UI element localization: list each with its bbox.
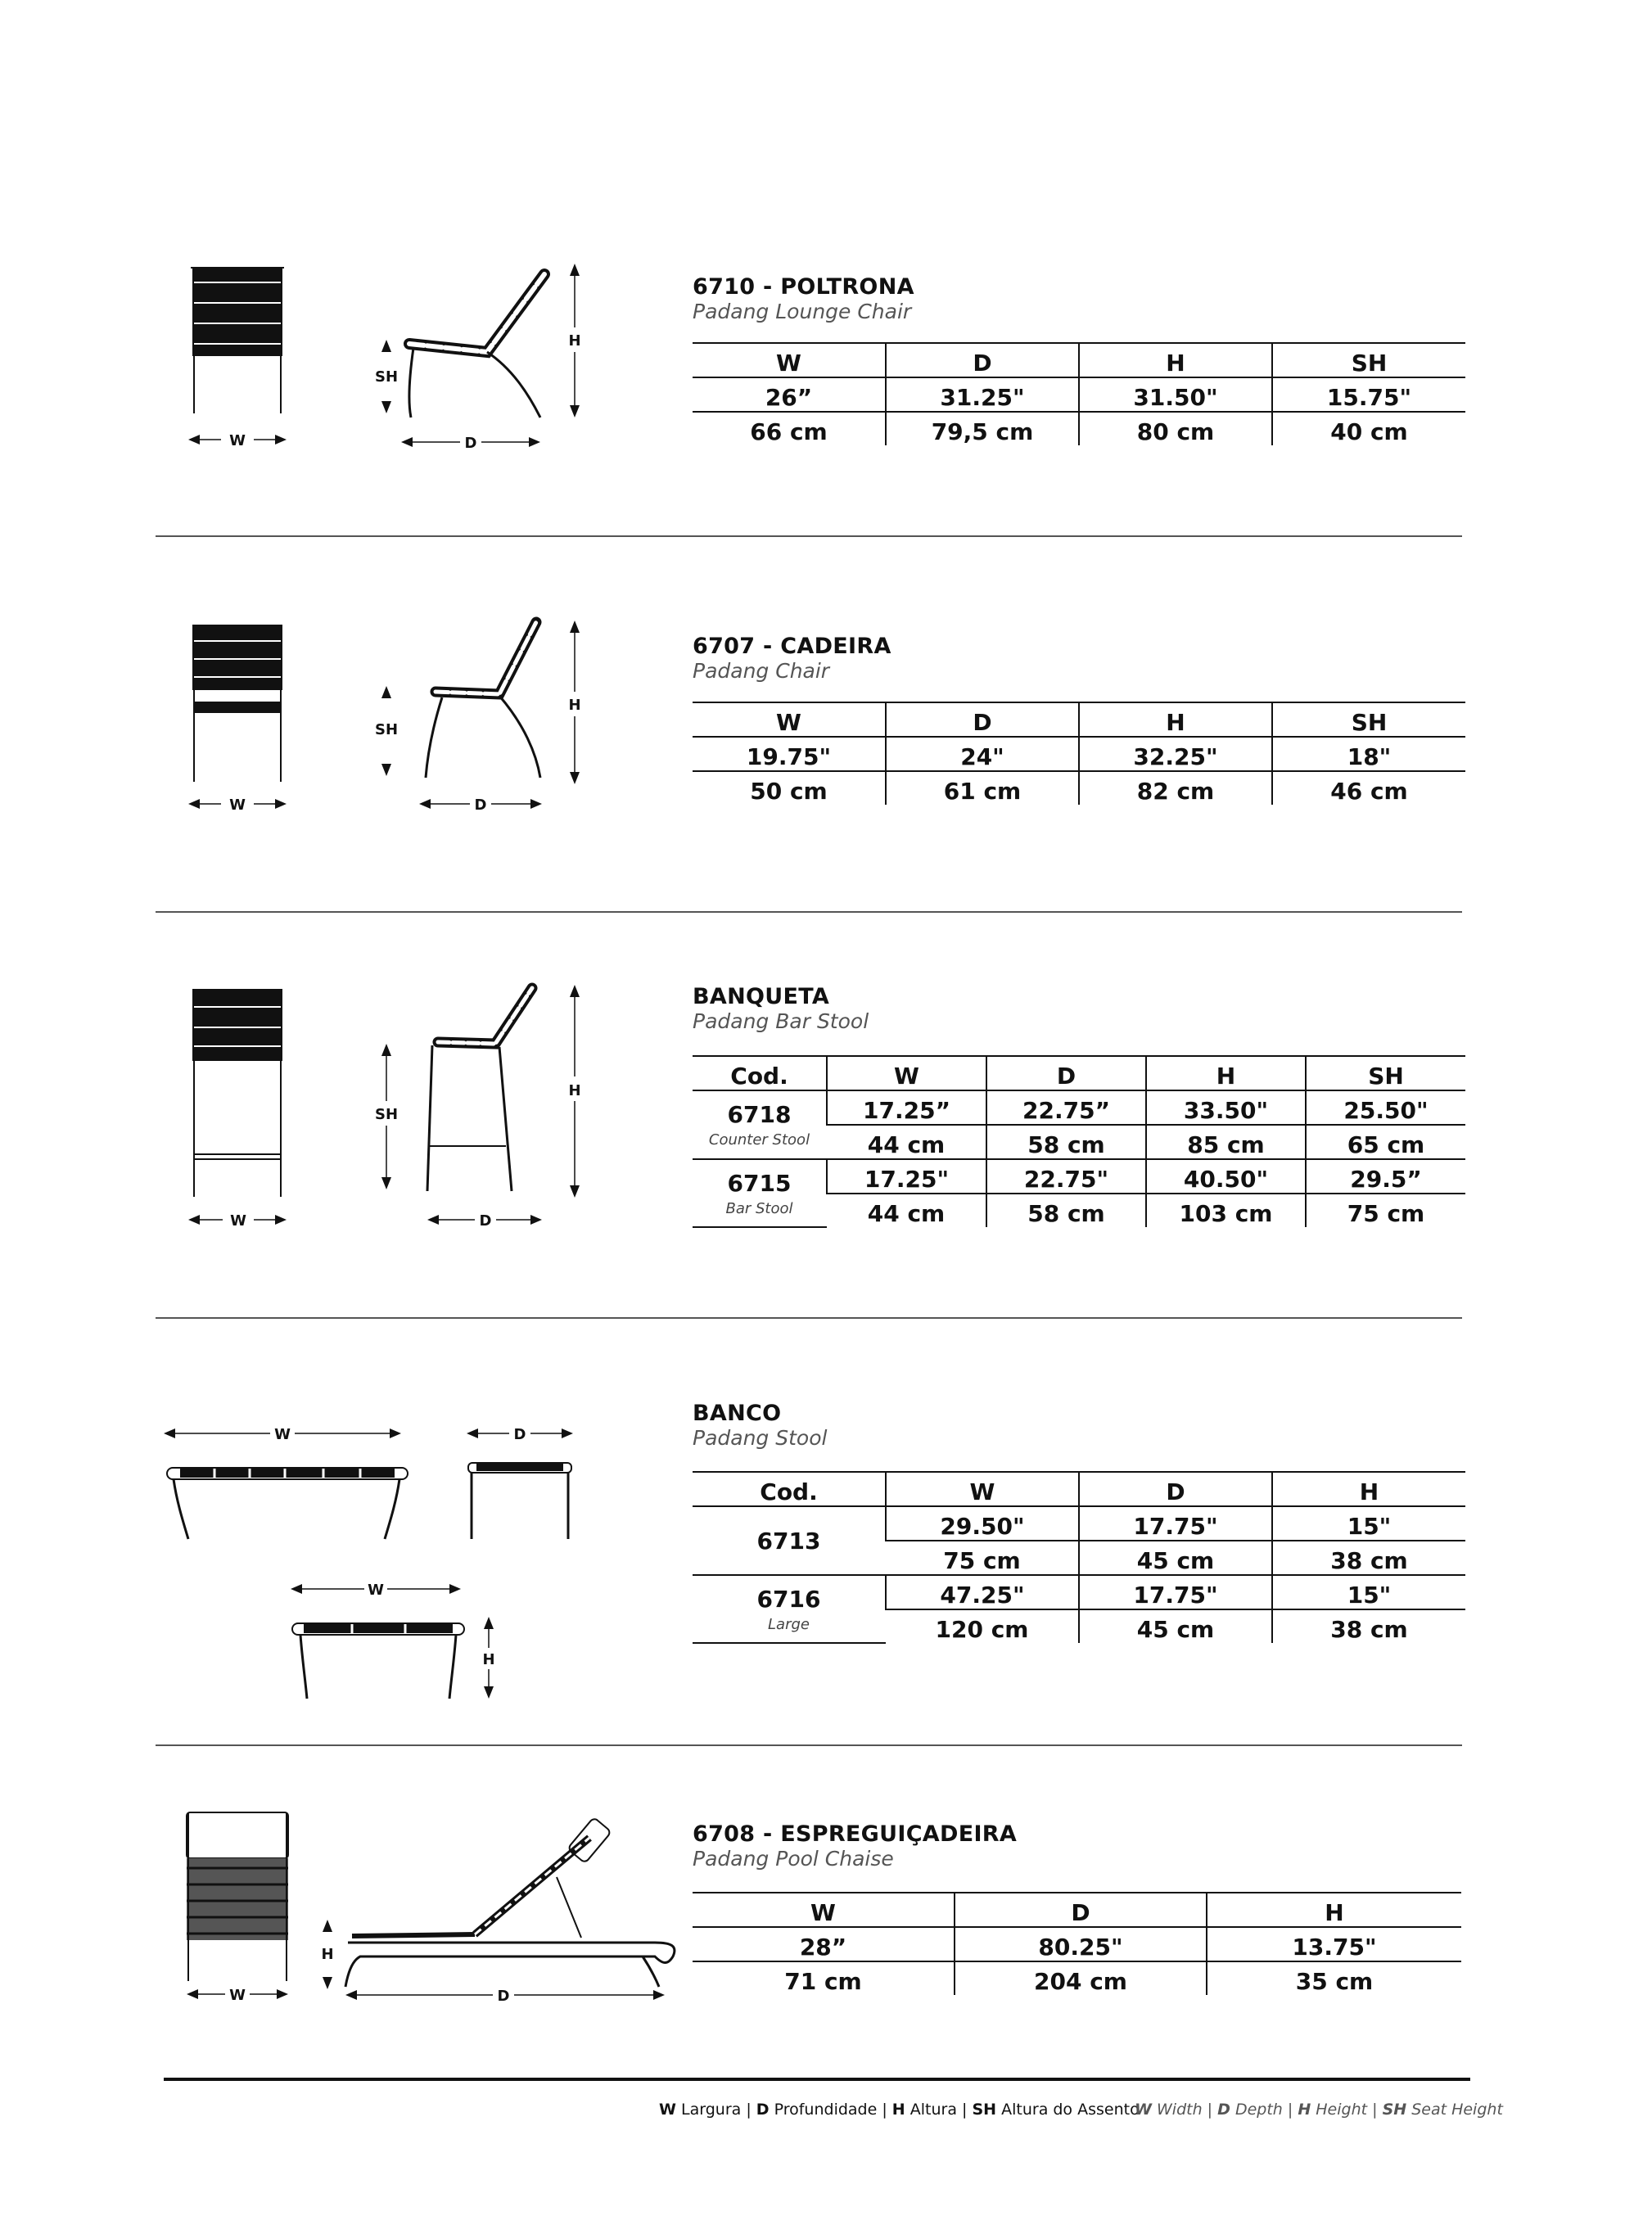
depth-label: D	[497, 1988, 510, 2005]
cell-inches: 28”	[693, 1927, 955, 1961]
col-header-cod: Cod.	[693, 1056, 827, 1090]
legend-value: Seat Height	[1411, 2101, 1503, 2119]
width-label: W	[274, 1426, 291, 1443]
legend-key: H	[1298, 2101, 1311, 2119]
legend-value: Altura do Assento	[1001, 2101, 1140, 2119]
cell-cm: 79,5 cm	[886, 412, 1079, 445]
cell-inches: 15.75"	[1272, 377, 1465, 412]
section-divider	[156, 535, 1462, 537]
product-code-cell	[693, 1575, 886, 1643]
spec-table	[693, 1892, 1461, 1995]
cell-inches: 15"	[1272, 1575, 1465, 1609]
cell-cm: 103 cm	[1146, 1194, 1306, 1227]
cell-cm: 66 cm	[750, 418, 828, 445]
col-header-h: H	[1079, 343, 1272, 377]
cell-cm: 65 cm	[1306, 1125, 1465, 1159]
cadeira-front-drawing	[164, 618, 311, 823]
cell-inches: 26”	[693, 377, 886, 412]
banco-front-drawing	[156, 1420, 426, 1551]
product-code: 6715	[727, 1169, 792, 1197]
spec-table	[693, 702, 1465, 805]
product-variant-note: Counter Stool	[708, 1131, 810, 1149]
col-header-d: D	[955, 1893, 1207, 1927]
width-label: W	[368, 1582, 384, 1599]
banqueta-side-drawing	[368, 978, 598, 1240]
col-header-sh: SH	[1272, 343, 1465, 377]
depth-label: D	[479, 1212, 492, 1230]
legend-value: Depth	[1234, 2101, 1283, 2119]
cell-inches: 13.75"	[1207, 1927, 1461, 1961]
cell-inches: 31.50"	[1079, 377, 1272, 412]
legend-portuguese: W Largura | D Profundidade | H Altura | SH Altura do Assento	[659, 2101, 1140, 2119]
cell-cm: 45 cm	[1079, 1541, 1272, 1575]
cell-cm: 71 cm	[784, 1968, 862, 1995]
cell-cm: 46 cm	[1272, 771, 1465, 805]
legend-value: Altura	[910, 2101, 957, 2119]
legend-value: Height	[1316, 2101, 1368, 2119]
cell-cm: 38 cm	[1272, 1541, 1465, 1575]
legend-key: W	[659, 2101, 676, 2119]
col-header-sh: SH	[1306, 1056, 1465, 1090]
col-header-d: D	[1079, 1472, 1272, 1506]
cell-inches: 80.25"	[955, 1927, 1207, 1961]
legend-english: W Width | D Depth | H Height | SH Seat Height	[1135, 2101, 1503, 2119]
cell-inches: 17.75"	[1079, 1506, 1272, 1541]
width-label: W	[230, 1212, 246, 1230]
cell-cm: 75 cm	[886, 1541, 1079, 1575]
col-header-d: D	[886, 343, 1079, 377]
cell-cm: 120 cm	[935, 1616, 1029, 1643]
product-code-cell	[693, 1159, 827, 1227]
banco-top-drawing	[282, 1576, 520, 1715]
cell-cm: 61 cm	[886, 771, 1079, 805]
cell-inches: 31.25"	[886, 377, 1079, 412]
cell-inches: 47.25"	[886, 1575, 1079, 1609]
col-header-w: W	[693, 702, 886, 737]
cell-inches: 25.50"	[1306, 1090, 1465, 1125]
spec-table	[693, 342, 1465, 445]
cell-cm: 44 cm	[867, 1200, 946, 1227]
width-label: W	[229, 432, 246, 449]
cell-inches: 17.25"	[827, 1159, 986, 1194]
height-label: H	[568, 332, 581, 350]
cell-cm: 80 cm	[1079, 412, 1272, 445]
spec-table	[693, 1471, 1465, 1644]
cell-inches: 33.50"	[1146, 1090, 1306, 1125]
cell-inches: 15"	[1272, 1506, 1465, 1541]
cell-inches: 40.50"	[1146, 1159, 1306, 1194]
cadeira-side-drawing	[368, 614, 598, 819]
height-label: H	[568, 697, 581, 714]
legend-key: SH	[972, 2101, 997, 2119]
legend-key: D	[756, 2101, 770, 2119]
col-header-w: W	[886, 1472, 1079, 1506]
product-subtitle: Padang Chair	[693, 659, 830, 683]
col-header-cod: Cod.	[693, 1472, 886, 1506]
legend-key: W	[1135, 2101, 1152, 2119]
banqueta-front-drawing	[164, 982, 311, 1236]
product-code: 6713	[756, 1527, 821, 1555]
cell-cm: 35 cm	[1207, 1961, 1461, 1995]
cell-cm: 204 cm	[955, 1961, 1207, 1995]
cell-inches: 29.5”	[1306, 1159, 1465, 1194]
product-subtitle: Padang Pool Chaise	[693, 1847, 894, 1871]
section-divider	[156, 1744, 1462, 1746]
width-label: W	[229, 797, 246, 814]
col-header-d: D	[986, 1056, 1146, 1090]
cell-inches: 18"	[1272, 737, 1465, 771]
seat-height-label: SH	[374, 721, 399, 738]
col-header-w: W	[693, 343, 886, 377]
cell-cm: 82 cm	[1079, 771, 1272, 805]
product-title: 6708 - ESPREGUIÇADEIRA	[693, 1821, 1018, 1847]
cell-inches: 22.75”	[986, 1090, 1146, 1125]
section-divider	[156, 911, 1462, 913]
product-code: 6718	[727, 1101, 792, 1128]
col-header-w: W	[693, 1893, 955, 1927]
section-divider	[156, 1317, 1462, 1319]
legend-key: H	[891, 2101, 905, 2119]
product-subtitle: Padang Stool	[693, 1426, 828, 1450]
depth-label: D	[474, 797, 487, 814]
col-header-w: W	[827, 1056, 986, 1090]
spec-table	[693, 1055, 1465, 1228]
height-label: H	[482, 1651, 495, 1668]
col-header-h: H	[1272, 1472, 1465, 1506]
width-label: W	[229, 1987, 246, 2004]
cell-inches: 24"	[886, 737, 1079, 771]
chaise-side-drawing	[311, 1805, 688, 2006]
cell-cm: 58 cm	[986, 1194, 1146, 1227]
product-variant-note: Large	[768, 1615, 810, 1633]
product-title: BANQUETA	[693, 984, 830, 1009]
seat-height-label: SH	[374, 1106, 399, 1123]
product-title: 6707 - CADEIRA	[693, 634, 891, 659]
chaise-front-drawing	[164, 1809, 311, 2006]
cell-cm: 44 cm	[827, 1125, 986, 1159]
product-code: 6716	[756, 1585, 821, 1613]
product-title: BANCO	[693, 1401, 782, 1426]
col-header-sh: SH	[1272, 702, 1465, 737]
footer-rule	[164, 2078, 1470, 2081]
cell-inches: 32.25"	[1079, 737, 1272, 771]
banco-side-drawing	[458, 1420, 589, 1551]
cell-cm: 45 cm	[1079, 1609, 1272, 1643]
cell-cm: 75 cm	[1306, 1194, 1465, 1227]
product-subtitle: Padang Lounge Chair	[693, 300, 912, 323]
height-label: H	[568, 1082, 581, 1099]
poltrona-side-drawing	[368, 262, 598, 458]
cell-cm: 85 cm	[1146, 1125, 1306, 1159]
seat-height-label: SH	[374, 368, 399, 386]
col-header-h: H	[1207, 1893, 1461, 1927]
legend-value: Largura	[681, 2101, 742, 2119]
legend-key: D	[1217, 2101, 1230, 2119]
cell-inches: 22.75"	[986, 1159, 1146, 1194]
cell-inches: 29.50"	[886, 1506, 1079, 1541]
legend-value: Width	[1157, 2101, 1203, 2119]
height-label: H	[321, 1946, 334, 1963]
legend-value: Profundidade	[774, 2101, 878, 2119]
product-subtitle: Padang Bar Stool	[693, 1009, 869, 1033]
cell-inches: 19.75"	[693, 737, 886, 771]
cell-cm: 40 cm	[1272, 412, 1465, 445]
cell-cm: 58 cm	[986, 1125, 1146, 1159]
product-code-cell	[693, 1090, 827, 1159]
col-header-h: H	[1079, 702, 1272, 737]
col-header-d: D	[886, 702, 1079, 737]
product-code-cell	[693, 1506, 886, 1575]
cell-inches: 17.25”	[827, 1090, 986, 1125]
depth-label: D	[513, 1426, 526, 1443]
cell-inches: 17.75"	[1079, 1575, 1272, 1609]
cell-cm: 38 cm	[1272, 1609, 1465, 1643]
product-variant-note: Bar Stool	[725, 1199, 793, 1217]
depth-label: D	[464, 435, 477, 452]
poltrona-front-drawing	[164, 258, 311, 454]
cell-cm: 50 cm	[750, 778, 828, 805]
col-header-h: H	[1146, 1056, 1306, 1090]
legend-key: SH	[1382, 2101, 1407, 2119]
product-title: 6710 - POLTRONA	[693, 274, 914, 300]
